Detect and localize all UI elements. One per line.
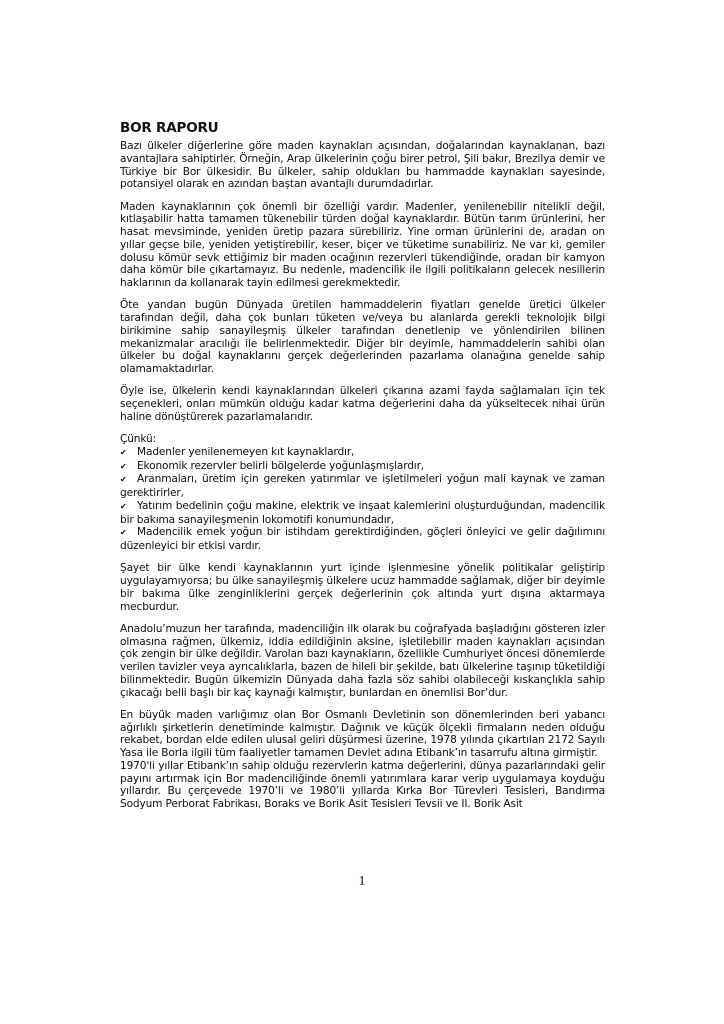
paragraph-added-value: Öyle ise, ülkelerin kendi kaynaklarından ülkeleri çıkarına azami fayda sağlamaları için tek seçenekleri, onları mümkün olduğu kadar katma değerlerini daha da yükseltecek nihai ürün haline dönüştürerek pazarlamalarıdır. bbox=[120, 385, 605, 423]
paragraph-anatolia: Anadolu’muzun her tarafında, madenciliğin ilk olarak bu coğrafyada başladığını gösteren izler olmasına rağmen, ülkemiz, iddia edildiğinin aksine, işletilebilir maden kaynakları açısından çok zengin bir ülke değildir. Varolan bazı kaynakların, özellikle Cumhuriyet öncesi dönemlerde verilen tavizler veya ayrıcalıklarla, bazen de hileli bir şekilde, batı ülkelerine taşınıp tüketildiği bilinmektedir. Bugün ülkemizin Dünyada daha fazla söz sahibi olabileceği kıskançlıkla sahip çıkacağı belli başlı bir kaç kaynağı kalmıştır, bunlardan en önemlisi Bor’dur. bbox=[120, 622, 605, 699]
page-number: 1 bbox=[358, 874, 366, 889]
reasons-list bbox=[120, 446, 605, 553]
document-title: BOR RAPORU bbox=[120, 120, 219, 136]
paragraph-bor-history: En büyük maden varlığımız olan Bor Osmanlı Devletinin son dönemlerinden beri yabancı ağırlıklı şirketlerin denetiminde kalmıştır. Dağınık ve küçük ölçekli firmaların neden olduğu rekabet, bordan elde edilen ulusal geliri düşürmesi üzerine, 1978 yılında çıkartılan 2172 Sayılı Yasa ile Borla ilgili tüm faaliyetler tamamen Devlet adına Etibank’ın tasarrufu altına girmiştir. bbox=[120, 708, 605, 759]
document-page bbox=[120, 120, 605, 811]
paragraph-resources: Maden kaynaklarının çok önemli bir özelliği vardır. Madenler, yenilenebilir nitelikli değil, kıtlaşabilir hatta tamamen tükenebilir türden doğal kaynaklardır. Bütün tarım ürünlerini, her hasat mevsiminde, yeniden üretip pazara sürebiliriz. Yine orman ürünlerini de, aradan on yıllar geçse bile, yeniden yetiştirebilir, keser, biçer ve tüketime sunabiliriz. Ne var ki, gemiler dolusu kömür sevk ettiğimiz bir maden ocağının rezervleri tükendiğinde, oradan bir kamyon daha kömür bile çıkartamayız. Bu nedenle, madencilik ile ilgili politikaların gelecek nesillerin haklarının da kollanarak tayin edilmesi gerekmektedir. bbox=[120, 200, 605, 289]
reasons-lead: Çünkü: bbox=[120, 433, 157, 445]
paragraph-1970s: 1970'li yıllar Etibank’ın sahip olduğu rezervlerin katma değerlerini, dünya pazarlarındaki gelir payını artırmak için Bor madenciliğinde önemli yatırımlara karar verip uygulamaya koyduğu yıllardır. Bu çerçevede 1970’li ve 1980’li yıllarda Kırka Bor Türevleri Tesisleri, Bandırma Sodyum Perborat Fabrikası, Boraks ve Borik Asit Tesisleri Tevsii ve II. Borik Asit bbox=[120, 759, 605, 810]
check-icon: ✔ bbox=[120, 475, 127, 485]
list-item: ✔ Aranmaları, üretim için gereken yatırımlar ve işletilmeleri yoğun mali kaynak ve zaman gerektirirler, bbox=[120, 473, 605, 499]
list-item: ✔ Madencilik emek yoğun bir istihdam gerektirdiğinden, göçleri önleyici ve gelir dağılımını düzenleyici bir etkisi vardır. bbox=[120, 526, 605, 552]
paragraph-intro: Bazı ülkeler diğerlerine göre maden kaynakları açısından, doğalarından kaynaklanan, bazı avantajlara sahiptirler. Örneğin, Arap ülkelerinin çoğu birer petrol, Şili bakır, Brezilya demir ve Türkiye bir Bor ülkesidir. Bu ülkeler, sahip oldukları bu hammadde kaynakları sayesinde, potansiyel olarak en azından baştan avantajlı durumdadırlar. bbox=[120, 140, 605, 191]
paragraph-export: Şayet bir ülke kendi kaynaklarının yurt içinde işlenmesine yönelik politikalar geliştirip uygulayamıyorsa; bu ülke sanayileşmiş ülkelere ucuz hammadde sağlamak, diğer bir deyimle bir bakıma ülke zenginliklerini gerçek değerlerinin çok altında yurt dışına aktarmaya mecburdur. bbox=[120, 562, 605, 613]
list-item: ✔ Ekonomik rezervler belirli bölgelerde yoğunlaşmışlardır, bbox=[120, 459, 425, 472]
list-item: ✔ Yatırım bedelinin çoğu makine, elektrik ve inşaat kalemlerini oluşturduğundan, madencilik bir bakıma sanayileşmenin lokomotifi konumundadır, bbox=[120, 499, 605, 526]
check-icon: ✔ bbox=[120, 528, 127, 538]
check-icon: ✔ bbox=[120, 501, 127, 511]
paragraph-prices: Öte yandan bugün Dünyada üretilen hammaddelerin fiyatları genelde üretici ülkeler tarafından değil, daha çok bunları tüketen ve/veya bu alanlarda gerekli teknolojik bilgi birikimine sahip sanayileşmiş ülkeler tarafından denetlenip ve yönlendirilen bilinen mekanizmalar aracılığı ile belirlenmektedir. Diğer bir deyimle, hammaddelerin sahibi olan ülkeler bu doğal kaynaklarını gerçek değerlerinden pazarlama olanağına genelde sahip olamamaktadırlar. bbox=[120, 299, 605, 375]
check-icon: ✔ bbox=[120, 447, 127, 457]
check-icon: ✔ bbox=[120, 461, 127, 471]
list-item: ✔ Madenler yenilenemeyen kıt kaynaklardır, bbox=[120, 445, 355, 458]
